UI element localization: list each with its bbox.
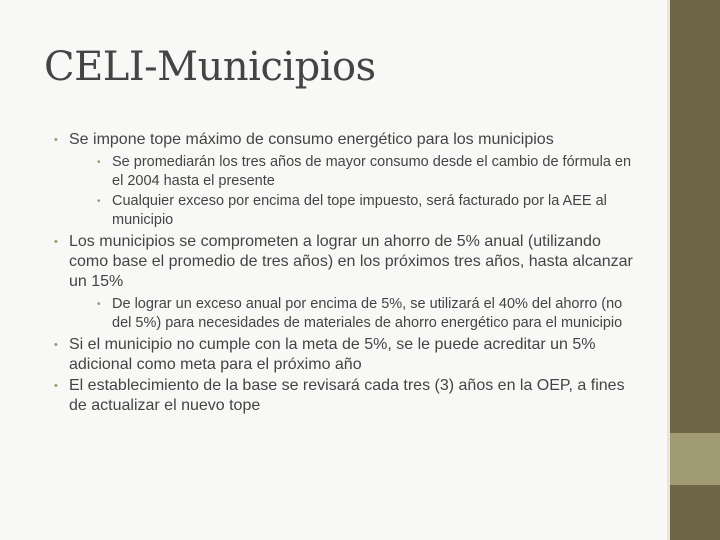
sub-bullet-item bbox=[95, 192, 637, 230]
bullet-text: Si el municipio no cumple con la meta de 5%, se le puede acreditar un 5% adicional como meta para el próximo año bbox=[69, 336, 596, 373]
bullet-text: El establecimiento de la base se revisará cada tres (3) años en la OEP, a fines de actualizar el nuevo tope bbox=[69, 377, 625, 414]
bullet-dot-icon: • bbox=[97, 196, 101, 207]
sub-bullet-item bbox=[95, 295, 637, 333]
bullet-item bbox=[52, 232, 637, 333]
sub-bullet-list bbox=[95, 153, 637, 230]
sub-bullet-item bbox=[95, 153, 637, 191]
bullet-dot-icon: • bbox=[54, 380, 58, 392]
bullet-dot-icon: • bbox=[97, 299, 101, 310]
bullet-dot-icon: • bbox=[54, 339, 58, 351]
sub-bullet-text: Cualquier exceso por encima del tope impuesto, será facturado por la AEE al municipio bbox=[112, 193, 607, 228]
bullet-content bbox=[52, 130, 637, 417]
bullet-item bbox=[52, 335, 637, 375]
sub-bullet-text: Se promediarán los tres años de mayor consumo desde el cambio de fórmula en el 2004 hasta el presente bbox=[112, 154, 632, 189]
bullet-item bbox=[52, 130, 637, 230]
bullet-dot-icon: • bbox=[54, 236, 58, 248]
bullet-item bbox=[52, 376, 637, 416]
sub-bullet-text: De lograr un exceso anual por encima de 5%, se utilizará el 40% del ahorro (no del 5%) para necesidades de materiales de ahorro energético para el municipio bbox=[112, 296, 623, 331]
bullet-text: Se impone tope máximo de consumo energético para los municipios bbox=[69, 131, 554, 148]
decorative-sidebar-accent bbox=[670, 433, 720, 485]
bullet-text: Los municipios se comprometen a lograr un ahorro de 5% anual (utilizando como base el promedio de tres años) en los próximos tres años, hasta alcanzar un 15% bbox=[69, 233, 633, 290]
sub-bullet-list bbox=[95, 295, 637, 333]
bullet-list bbox=[52, 130, 637, 416]
bullet-dot-icon: • bbox=[54, 134, 58, 146]
slide-title: CELI-Municipios bbox=[44, 44, 376, 90]
bullet-dot-icon: • bbox=[97, 157, 101, 168]
